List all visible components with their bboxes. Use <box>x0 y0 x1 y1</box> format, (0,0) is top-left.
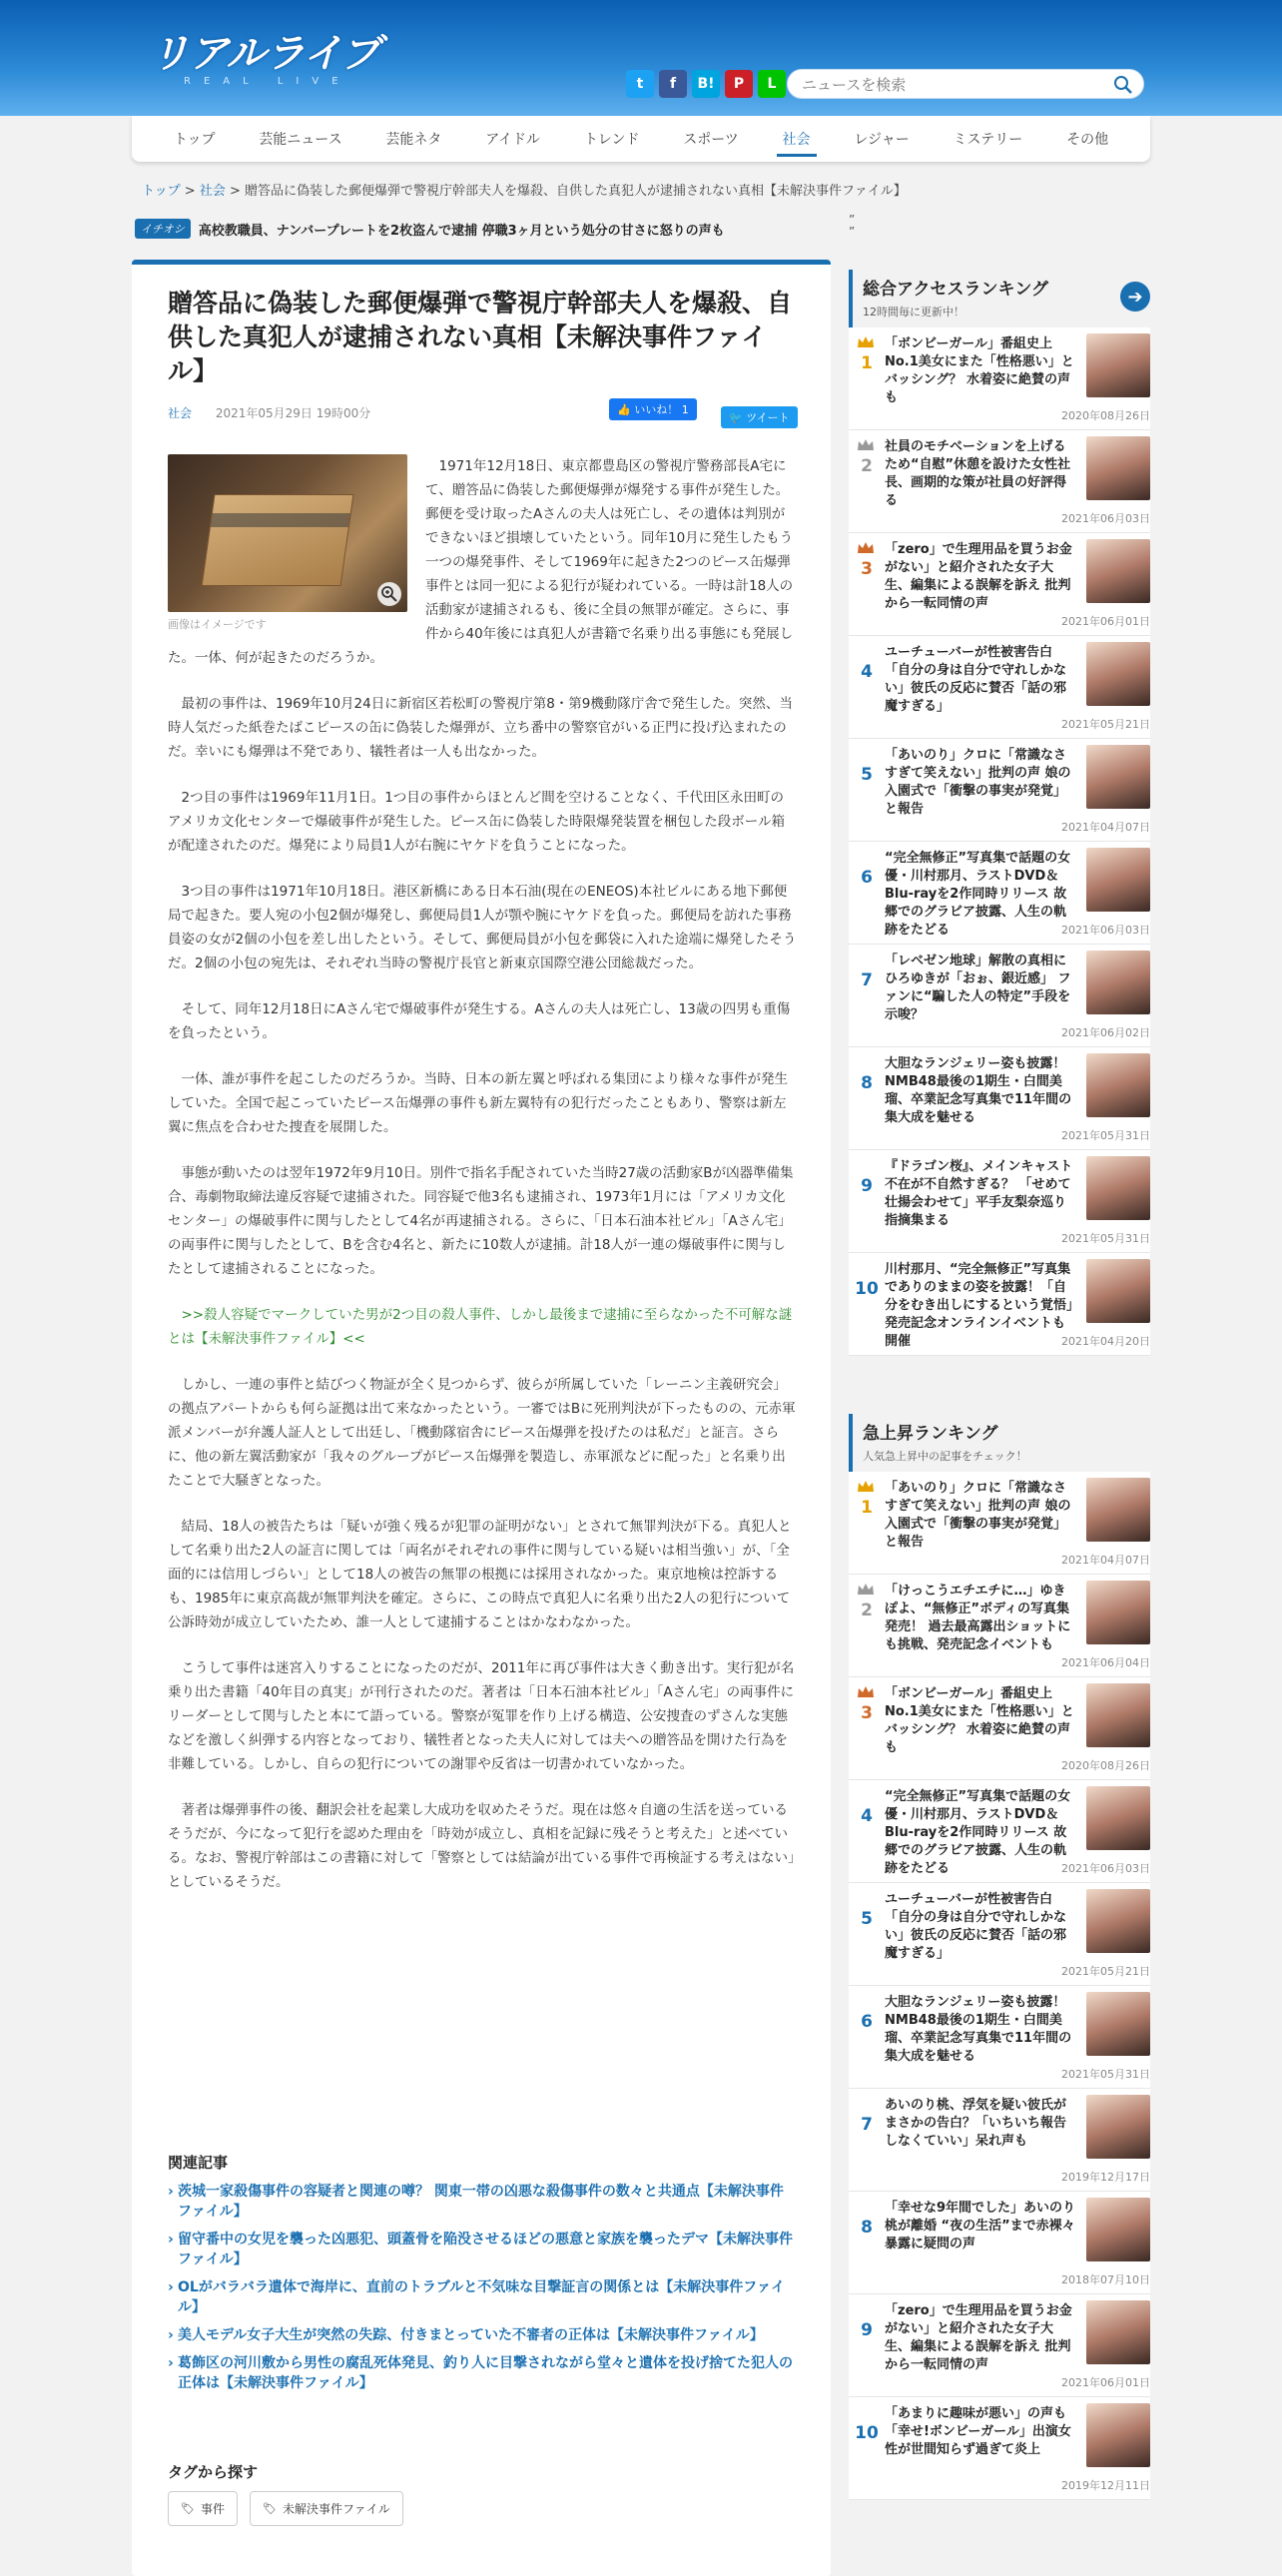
ranking-item[interactable] <box>849 430 1150 533</box>
rank-number: 9 <box>861 2320 873 2340</box>
rank-date: 2021年06月01日 <box>1061 615 1150 628</box>
rising-ranking-sub: 人気急上昇中の記事をチェック！ <box>863 1450 1027 1463</box>
rank-thumbnail[interactable] <box>1086 1992 1150 2056</box>
tag-chip[interactable] <box>250 2491 403 2526</box>
article-paragraph: しかし、一連の事件と結びつく物証が全く見つからず、彼らが所属していた「レーニン主義研究会」の拠点アパートからも何ら証拠は出て来なかったという。一審ではBに死刑判決が下ったものの、元赤軍派メンバーが弁護人証人として出廷し、「機動隊宿舎にピース缶爆弾を投げたのは私だ」と証言。さらに、他の新左翼活動家が「我々のグループがピース缶爆弾を製造し、赤軍派などに配った」と名乗り出たことで大騒ぎとなった。 <box>168 1377 796 1489</box>
rank-number: 4 <box>861 662 873 682</box>
rank-title[interactable]: 大胆なランジェリー姿も披露！ NMB48最後の1期生・白間美瑠、卒業記念写真集で11年間の集大成を魅せる <box>885 1056 1072 1125</box>
tweet-button[interactable]: 🐦 ツイート <box>721 406 798 428</box>
rank-number: 2 <box>861 456 873 476</box>
article-paragraph: 著者は爆弾事件の後、翻訳会社を起業し大成功を収めたそうだ。現在は悠々自適の生活を送っているそうだが、今になって犯行を認めた理由を「時効が成立し、真相を記録に残そうと考えた」と述べている。なお、警視庁幹部はこの書籍に対して「警察としては結論が出ている事件で再検証する考えはない」としているそうだ。 <box>168 1802 795 1890</box>
rank-number: 1 <box>861 353 873 373</box>
rank-date: 2021年06月03日 <box>1061 924 1150 937</box>
article-paragraph: 最初の事件は、1969年10月24日に新宿区若松町の警視庁第8・第9機動隊庁舎で発生した。突然、当時人気だった紙巻たばこピースの缶に偽装した爆弾が、立ち番中の警察官がいる正門に投げ込まれたのだ。幸いにも爆弾は不発であり、犠牲者は一人も出なかった。 <box>168 696 793 760</box>
rank-title[interactable]: ユーチューバーが性被害告白「自分の身は自分で守れしかない」彼氏の反応に賛否「話の邪魔すぎる」 <box>885 645 1067 714</box>
rank-date: 2021年05月21日 <box>1061 718 1150 731</box>
ranking-item[interactable] <box>849 2089 1150 2192</box>
article-paragraph: 結局、18人の被告たちは「疑いが強く残るが犯罪の証明がない」とされて無罪判決が下る。真犯人として名乗り出た2人の証言に関しては「両名がそれぞれの事件に関与している疑いは相当強い」が、「全面的には信用しづらい」として18人の被告の無罪の根拠には採用されなかった。東京地検は控訴するも、1985年に東京高裁が無罪判決を確定。さらに、この時点で真犯人に名乗り出た2人の犯行について公訴時効が成立していたため、誰一人として逮捕することはかなわなかった。 <box>168 1519 792 1630</box>
article-paragraph: 事態が動いたのは翌年1972年9月10日。別件で指名手配されていた当時27歳の活動家Bが凶器準備集合、毒劇物取締法違反容疑で逮捕された。同容疑で他3名も逮捕され、1973年1月には「アメリカ文化センター」の爆破事件に関与したとして4名が再逮捕される。さらに、「日本石油本社ビル」「Aさん宅」の両事件に関与したとして、Bを含む4名と、新たに10数人が逮捕。計18人が一連の爆破事件に関与したとして逮捕されることになった。 <box>168 1165 794 1277</box>
crown-icon <box>857 541 875 555</box>
rank-title[interactable]: 『ドラゴン桜』、メインキャスト不在が不自然すぎる？ 「せめて壮揚会わせて」平手友梨奈巡り指摘集まる <box>885 1159 1073 1228</box>
article-date: 2021年05月29日 19時00分 <box>215 406 371 420</box>
search-input[interactable] <box>802 74 1101 96</box>
ranking-item[interactable] <box>849 1575 1150 1677</box>
ranking-item[interactable] <box>849 945 1150 1047</box>
rank-thumbnail[interactable] <box>1086 2300 1150 2364</box>
rank-title[interactable]: 「ボンビーガール」番組史上No.1美女にまた「性格悪い」とバッシング？ 水着姿に絶賛の声も <box>885 1686 1074 1755</box>
ranking-item[interactable] <box>849 1253 1150 1356</box>
ranking-item[interactable] <box>849 739 1150 842</box>
nav-item[interactable]: レジャー <box>854 132 910 148</box>
related-link[interactable]: › 留守番中の女児を襲った凶悪犯、頭蓋骨を陥没させるほどの悪意と家族を襲ったデマ【未解決事件ファイル】 <box>168 2230 797 2269</box>
pickup-ticker[interactable] <box>135 218 834 240</box>
nav-item[interactable]: その他 <box>1066 132 1109 148</box>
ranking-item[interactable] <box>849 2294 1150 2397</box>
breadcrumb: トップ > 社会 > 贈答品に偽装した郵便爆弾で警視庁幹部夫人を爆殺、自供した真犯人が逮捕されない真相【未解決事件ファイル】 <box>142 184 907 199</box>
article-card <box>132 260 831 2576</box>
rank-date: 2019年12月17日 <box>1061 2171 1150 2184</box>
rank-number: 10 <box>855 2423 879 2443</box>
rank-title[interactable]: あいのり桃、浮気を疑い彼氏がまさかの告白？「いちいち報告しなくていい」呆れ声も <box>885 2098 1067 2149</box>
ranking-item[interactable] <box>849 1986 1150 2089</box>
related-link[interactable]: › 茨城一家殺傷事件の容疑者と関連の噂？ 関東一帯の凶悪な殺傷事件の数々と共通点【未解決事件ファイル】 <box>168 2182 797 2222</box>
nav-item[interactable]: 芸能ニュース <box>259 132 342 148</box>
article-paragraph: そして、同年12月18日にAさん宅で爆破事件が発生する。Aさんの夫人は死亡し、13歳の四男も重傷を負ったという。 <box>168 1001 791 1041</box>
rank-title[interactable]: “完全無修正”写真集で話題の女優・川村那月、ラストDVD＆Blu-rayを2作同時リリース 故郷でのグラビア披露、人生の軌跡をたどる <box>885 851 1071 938</box>
tag-icon: 🏷 <box>181 2502 195 2515</box>
rank-title[interactable]: 「幸せな9年間でした」あいのり桃が離婚 “夜の生活”まで赤裸々暴露に疑問の声 <box>885 2201 1076 2252</box>
ranking-item[interactable] <box>849 636 1150 739</box>
article-category[interactable]: 社会 <box>168 406 193 420</box>
rank-title[interactable]: 「レベゼン地球」解散の真相にひろゆきが「おぉ、銀近感」 ファンに“騙した人の特定”手段を示唆？ <box>885 954 1071 1022</box>
related-list <box>168 2182 797 2401</box>
rank-number: 7 <box>861 970 873 990</box>
sidebar <box>849 270 1150 2500</box>
crown-icon <box>857 438 875 452</box>
rank-date: 2021年04月07日 <box>1061 1554 1150 1567</box>
rank-date: 2021年06月01日 <box>1061 2376 1150 2389</box>
ranking-item[interactable] <box>849 1047 1150 1150</box>
rank-title[interactable]: 「あまりに趣味が悪い」の声も「幸せ!ボンビーガール」出演女性が世間知らず過ぎて炎上 <box>885 2406 1071 2457</box>
breadcrumb-current: 贈答品に偽装した郵便爆弾で警視庁幹部夫人を爆殺、自供した真犯人が逮捕されない真相【未解決事件ファイル】 <box>244 184 907 199</box>
ranking-item[interactable] <box>849 1472 1150 1575</box>
rank-number: 6 <box>861 868 873 888</box>
rank-thumbnail[interactable] <box>1086 1786 1150 1850</box>
breadcrumb-category[interactable]: 社会 <box>199 184 226 199</box>
rank-number: 3 <box>861 1703 873 1723</box>
rank-thumbnail[interactable] <box>1086 1581 1150 1644</box>
access-ranking <box>849 270 1150 1356</box>
rank-title[interactable]: 「けっこうエチエチに…」ゆきぽよ、“無修正”ボディの写真集発売！ 過去最高露出ショットにも挑戦、発売記念イベントも <box>885 1584 1071 1652</box>
rank-thumbnail[interactable] <box>1086 1156 1150 1220</box>
rank-thumbnail[interactable] <box>1086 2198 1150 2261</box>
rising-ranking-title: 急上昇ランキング <box>863 1424 998 1444</box>
rank-number: 4 <box>861 1806 873 1826</box>
nav-item[interactable]: アイドル <box>485 132 540 148</box>
rank-number: 8 <box>861 2218 873 2238</box>
rank-date: 2021年04月20日 <box>1061 1335 1150 1348</box>
site-header <box>0 0 1282 116</box>
rank-number: 5 <box>861 1909 873 1929</box>
rank-date: 2021年06月02日 <box>1061 1026 1150 1039</box>
rank-thumbnail[interactable] <box>1086 1053 1150 1117</box>
rank-number: 9 <box>861 1176 873 1196</box>
rank-thumbnail[interactable] <box>1086 333 1150 397</box>
rank-date: 2021年06月04日 <box>1061 1656 1150 1669</box>
crown-icon <box>857 335 875 349</box>
rank-title[interactable]: 社員のモチベーションを上げるため“自慰”休憩を設けた女性社長、画期的な策が社員の好評得る <box>885 439 1071 508</box>
rank-title[interactable]: 「zero」で生理用品を買うお金がない」と紹介された女子大生、編集による誤解を訴え 批判から一転同情の声 <box>885 2303 1072 2372</box>
search-icon[interactable] <box>1113 75 1133 95</box>
ranking-item[interactable] <box>849 533 1150 636</box>
access-ranking-title: 総合アクセスランキング <box>863 280 1048 300</box>
rank-thumbnail[interactable] <box>1086 848 1150 912</box>
social-buttons <box>626 70 786 98</box>
inline-related-link[interactable]: >>殺人容疑でマークしていた男が2つ目の殺人事件、しかし最後まで逮捕に至らなかった不可解な謎とは【未解決事件ファイル】<< <box>168 1307 793 1347</box>
tag-chip[interactable] <box>168 2491 238 2526</box>
rank-date: 2018年07月10日 <box>1061 2273 1150 2286</box>
ranking-item[interactable] <box>849 842 1150 945</box>
tag-label: 未解決事件ファイル <box>282 2502 390 2516</box>
line-icon[interactable]: L <box>758 70 786 98</box>
rank-thumbnail[interactable] <box>1086 539 1150 603</box>
related-link[interactable]: › 美人モデル女子大生が突然の失踪、付きまとっていた不審者の正体は【未解決事件ファイル】 <box>168 2325 797 2345</box>
pickup-text[interactable]: 高校教職員、ナンバープレートを2枚盗んで逮捕 停職3ヶ月という処分の甘さに怒りの声も <box>198 223 725 239</box>
pickup-badge: イチオシ <box>135 219 191 239</box>
rank-number: 5 <box>861 765 873 785</box>
ticker-quotes: ” ” <box>849 213 856 239</box>
article-paragraph: 3つ目の事件は1971年10月18日。港区新橋にある日本石油(現在のENEOS)本社ビルにある地下郵便局で起きた。要人宛の小包2個が爆発し、郵便局員1人が顎や腕にヤケドを負った。郵便局を訪れた事務員姿の女が2個の小包を差し出したという。そして、郵便局員が小包を郵袋に入れた途端に爆発したそうだ。2個の小包の宛先は、それぞれ当時の警視庁長官と新東京国際空港公団総裁だった。 <box>168 884 797 971</box>
facebook-like-button[interactable]: 👍 いいね！ 1 <box>609 398 697 420</box>
image-caption: 画像はイメージです <box>168 618 267 631</box>
nav-item[interactable]: 社会 <box>777 117 817 161</box>
ranking-item[interactable] <box>849 327 1150 430</box>
rank-number: 8 <box>861 1073 873 1093</box>
nav-item[interactable]: 芸能ネタ <box>385 132 442 148</box>
rank-date: 2021年05月31日 <box>1061 1232 1150 1245</box>
rank-title[interactable]: “完全無修正”写真集で話題の女優・川村那月、ラストDVD＆Blu-rayを2作同時リリース 故郷でのグラビア披露、人生の軌跡をたどる <box>885 1789 1071 1876</box>
site-logo[interactable] <box>150 31 409 88</box>
rank-title[interactable]: 川村那月、“完全無修正”写真集でありのままの姿を披露！「自分をむき出しにするという覚悟」発売記念オンラインイベントも開催 <box>885 1262 1073 1349</box>
related-heading: 関連記事 <box>168 2154 229 2172</box>
nav-item[interactable]: ミステリー <box>953 132 1023 148</box>
twitter-icon[interactable]: t <box>626 70 654 98</box>
rising-ranking-header <box>849 1414 1150 1472</box>
rank-date: 2021年06月03日 <box>1061 1862 1150 1875</box>
rank-number: 10 <box>855 1279 879 1299</box>
rank-date: 2021年05月31日 <box>1061 1129 1150 1142</box>
rank-thumbnail[interactable] <box>1086 1889 1150 1953</box>
logo-subtext: REAL LIVE <box>184 76 351 87</box>
related-link[interactable]: › OLがバラバラ遺体で海岸に、直前のトラブルと不気味な目撃証言の関係とは【未解決事件ファイル】 <box>168 2277 797 2317</box>
nav-item[interactable]: トレンド <box>583 132 640 148</box>
tags-heading: タグから探す <box>168 2463 259 2481</box>
nav-item[interactable]: スポーツ <box>683 132 739 148</box>
tag-icon: 🏷 <box>262 2502 277 2515</box>
crown-icon <box>857 1685 875 1699</box>
rank-thumbnail[interactable] <box>1086 642 1150 706</box>
rank-title[interactable]: 「zero」で生理用品を買うお金がない」と紹介された女子大生、編集による誤解を訴え 批判から一転同情の声 <box>885 542 1072 611</box>
facebook-icon[interactable]: f <box>659 70 687 98</box>
rank-number: 1 <box>861 1498 873 1518</box>
article-paragraph: 一体、誰が事件を起こしたのだろうか。当時、日本の新左翼と呼ばれる集団により様々な事件が発生していた。全国で起こっていたピース缶爆弾の事件も新左翼特有の犯行だったこともあり、警察は新左翼に焦点を合わせた捜査を展開した。 <box>168 1071 788 1135</box>
rank-number: 6 <box>861 2012 873 2032</box>
main-nav <box>132 116 1150 162</box>
rank-title[interactable]: 大胆なランジェリー姿も披露！ NMB48最後の1期生・白間美瑠、卒業記念写真集で11年間の集大成を魅せる <box>885 1995 1072 2064</box>
rank-title[interactable]: 「ボンビーガール」番組史上No.1美女にまた「性格悪い」とバッシング？ 水着姿に絶賛の声も <box>885 336 1074 405</box>
tag-label: 事件 <box>200 2502 225 2516</box>
crown-icon <box>857 1583 875 1597</box>
article-paragraph: 1971年12月18日、東京都豊島区の警視庁警務部長A宅にて、贈答品に偽装した郵便爆弾が爆発する事件が発生した。郵便を受け取ったAさんの夫人は死亡し、その遺体は判別ができないほど損壊していたという。同年10月に発生したもう一つの爆発事件、そして1969年に起きた2つのピース缶爆弾事件とは同一犯による犯行が疑われている。一時は計18人の活動家が逮捕されるも、後に全員の無罪が確定。さらに、事件から40年後には真犯人が書籍で名乗り出る事態にも発展した。一体、何が起きたのだろうか。 <box>168 458 794 666</box>
article-paragraph: 2つ目の事件は1969年11月1日。1つ目の事件からほとんど間を空けることなく、千代田区永田町のアメリカ文化センターで爆破事件が発生した。ピース缶に偽装した時限爆発装置を梱包した段ボール箱が配達されたのだ。爆発により局員1人が右腕にヤケドを負うことになった。 <box>168 790 786 854</box>
article-body <box>168 454 797 1916</box>
rank-date: 2020年08月26日 <box>1061 1759 1150 1772</box>
rank-date: 2021年05月31日 <box>1061 2068 1150 2081</box>
rank-number: 2 <box>861 1601 873 1620</box>
rank-thumbnail[interactable] <box>1086 1683 1150 1747</box>
rank-thumbnail[interactable] <box>1086 1478 1150 1542</box>
pinterest-icon[interactable]: P <box>725 70 753 98</box>
ranking-item[interactable] <box>849 1883 1150 1986</box>
breadcrumb-home[interactable]: トップ <box>142 184 181 199</box>
ranking-item[interactable] <box>849 1780 1150 1883</box>
logo-text: リアルライブ <box>150 31 379 77</box>
rank-thumbnail[interactable] <box>1086 1259 1150 1323</box>
access-ranking-sub: 12時間毎に更新中！ <box>863 306 964 319</box>
rank-thumbnail[interactable] <box>1086 2095 1150 2159</box>
nav-item[interactable]: トップ <box>173 132 216 148</box>
ranking-item[interactable] <box>849 1677 1150 1780</box>
rank-title[interactable]: 「あいのり」クロに「常識なさすぎて笑えない」批判の声 娘の入園式で「衝撃の事実が発覚」と報告 <box>885 748 1071 817</box>
rank-thumbnail[interactable] <box>1086 745 1150 809</box>
rank-date: 2021年06月03日 <box>1061 512 1150 525</box>
ranking-item[interactable] <box>849 2192 1150 2294</box>
thumbs-up-icon: 👍 <box>617 403 631 416</box>
tag-list <box>168 2491 403 2526</box>
rank-date: 2020年08月26日 <box>1061 409 1150 422</box>
rank-number: 7 <box>861 2115 873 2135</box>
rank-number: 3 <box>861 559 873 579</box>
hatena-icon[interactable]: B! <box>692 70 720 98</box>
rank-date: 2021年05月21日 <box>1061 1965 1150 1978</box>
rank-title[interactable]: 「あいのり」クロに「常識なさすぎて笑えない」批判の声 娘の入園式で「衝撃の事実が発覚」と報告 <box>885 1481 1071 1550</box>
crown-icon <box>857 1480 875 1494</box>
arrow-right-icon[interactable]: ➔ <box>1120 282 1150 312</box>
related-link[interactable]: › 葛飾区の河川敷から男性の腐乱死体発見、釣り人に目撃されながら堂々と遺体を投げ捨てた犯人の正体は【未解決事件ファイル】 <box>168 2353 797 2393</box>
article-paragraph: こうして事件は迷宮入りすることになったのだが、2011年に再び事件は大きく動き出す。実行犯が名乗り出た書籍「40年目の真実」が刊行されたのだ。著者は「日本石油本社ビル」「Aさん宅」の両事件にリーダーとして関与したと本にて語っている。警察が冤罪を作り上げる構造、公安捜査のずさんな実態などを激しく糾弾する内容となっており、犠牲者となった夫人に対しては夫への贈答品を開けた行為を非難している。しかし、自らの犯行についての謝罪や反省は一切書かれていなかった。 <box>168 1660 795 1772</box>
rank-title[interactable]: ユーチューバーが性被害告白「自分の身は自分で守れしかない」彼氏の反応に賛否「話の邪魔すぎる」 <box>885 1892 1067 1961</box>
twitter-icon: 🐦 <box>729 411 743 424</box>
rank-date: 2019年12月11日 <box>1061 2479 1150 2492</box>
rank-date: 2021年04月07日 <box>1061 821 1150 834</box>
ranking-item[interactable] <box>849 2397 1150 2500</box>
rank-thumbnail[interactable] <box>1086 951 1150 1014</box>
article-meta <box>168 404 370 421</box>
rising-ranking <box>849 1414 1150 2500</box>
article-title: 贈答品に偽装した郵便爆弾で警視庁幹部夫人を爆殺、自供した真犯人が逮捕されない真相【未解決事件ファイル】 <box>168 289 793 385</box>
rank-thumbnail[interactable] <box>1086 2403 1150 2467</box>
access-ranking-header <box>849 270 1150 327</box>
search-box[interactable] <box>787 69 1144 99</box>
rank-thumbnail[interactable] <box>1086 436 1150 500</box>
ranking-item[interactable] <box>849 1150 1150 1253</box>
